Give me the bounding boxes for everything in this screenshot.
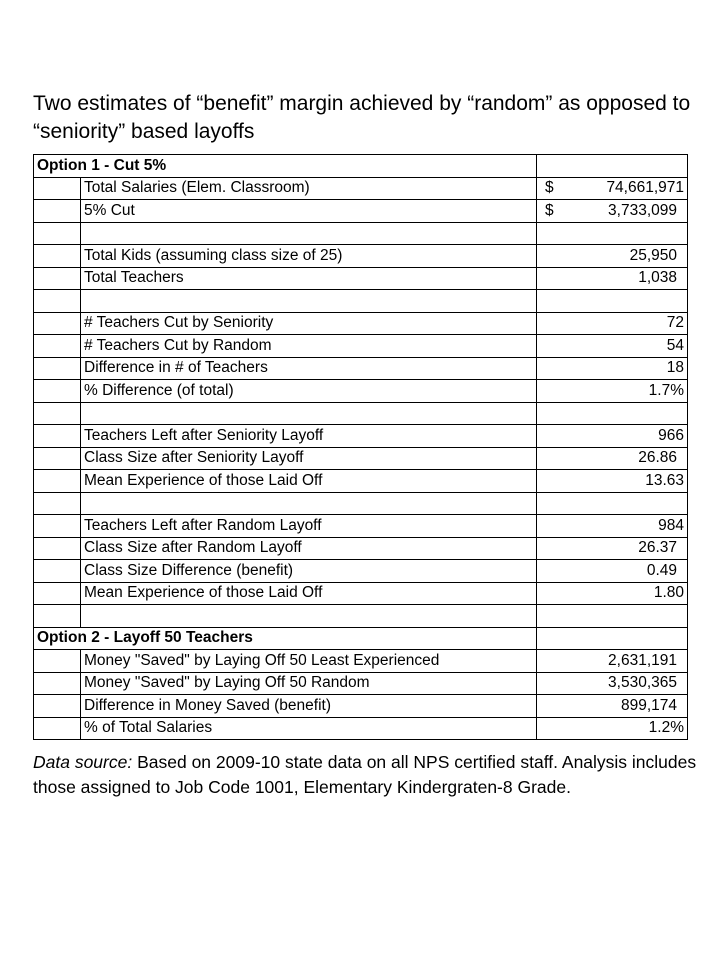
table-row [34,245,688,268]
indent-cell [34,717,81,740]
row-label: Mean Experience of those Laid Off [81,582,537,605]
row-value [537,290,688,313]
row-label: % of Total Salaries [81,717,537,740]
section-header-row [34,627,688,650]
row-value [537,560,688,583]
indent-cell [34,380,81,403]
row-value [537,380,688,403]
section-header-row [34,155,688,178]
indent-cell [34,672,81,695]
value-text: 984 [658,516,685,534]
value-text: 72 [666,314,685,332]
page-title: Two estimates of “benefit” margin achieved by “random” as opposed to “seniority” based layoffs [33,92,691,143]
indent-cell [34,357,81,380]
indent-cell [34,605,81,628]
row-label: % Difference (of total) [81,380,537,403]
row-value [537,200,688,223]
value-text: 13.63 [645,471,685,489]
row-value [537,357,688,380]
indent-cell [34,560,81,583]
row-value [537,605,688,628]
data-source-text: Based on 2009-10 state data on all NPS certified staff. Analysis includes those assigned to Job Code 1001, Elementary Kindergraten-8 Grade. [33,752,697,797]
table-row [34,447,688,470]
row-value [537,312,688,335]
table-row [34,695,688,718]
table-row [34,582,688,605]
row-value: 2,631,191 [537,650,688,673]
option1-header: Option 1 - Cut 5% [34,155,537,178]
table-row [34,672,688,695]
row-label: Total Teachers [81,267,537,290]
row-label: Total Kids (assuming class size of 25) [81,245,537,268]
indent-cell [34,447,81,470]
table-row [34,312,688,335]
indent-cell [34,492,81,515]
indent-cell [34,582,81,605]
table-row [34,357,688,380]
row-label: Teachers Left after Random Layoff [81,515,537,538]
row-label: Money "Saved" by Laying Off 50 Least Experienced [81,650,537,673]
row-label: Class Size Difference (benefit) [81,560,537,583]
table-row [34,470,688,493]
indent-cell [34,537,81,560]
indent-cell [34,515,81,538]
row-value [537,177,688,200]
value-text: 25,950 [629,246,678,264]
value-text: 26.37 [638,539,678,557]
row-label: Mean Experience of those Laid Off [81,470,537,493]
indent-cell [34,470,81,493]
currency-symbol: $ [545,201,554,219]
table-row [34,335,688,358]
row-label: Teachers Left after Seniority Layoff [81,425,537,448]
row-label [81,290,537,313]
row-label: Money "Saved" by Laying Off 50 Random [81,672,537,695]
value-text: 1.80 [653,584,685,602]
table-row [34,380,688,403]
row-value [537,582,688,605]
row-label: # Teachers Cut by Seniority [81,312,537,335]
value-text: 0.49 [646,561,678,579]
row-label: # Teachers Cut by Random [81,335,537,358]
data-source-note [33,750,703,800]
row-label: 5% Cut [81,200,537,223]
indent-cell [34,245,81,268]
row-value [537,492,688,515]
row-label [81,492,537,515]
table-row [34,222,688,245]
row-value: 899,174 [537,695,688,718]
currency-symbol: $ [545,179,554,197]
indent-cell [34,222,81,245]
indent-cell [34,290,81,313]
table-row [34,515,688,538]
value-text: 74,661,971 [606,179,685,197]
row-value [537,335,688,358]
indent-cell [34,335,81,358]
table-row [34,537,688,560]
table-row [34,425,688,448]
table-row [34,560,688,583]
row-label: Difference in Money Saved (benefit) [81,695,537,718]
row-value [537,267,688,290]
row-label: Class Size after Random Layoff [81,537,537,560]
value-text: 966 [658,426,685,444]
row-value [537,515,688,538]
row-value [537,537,688,560]
empty-cell [537,627,688,650]
option2-header: Option 2 - Layoff 50 Teachers [34,627,537,650]
table-row [34,492,688,515]
table-row [34,200,688,223]
table-row [34,605,688,628]
row-value [537,425,688,448]
layoff-table-body [34,155,688,740]
row-value [537,447,688,470]
value-text: 26.86 [638,449,678,467]
data-source-label: Data source: [33,752,133,772]
indent-cell [34,425,81,448]
indent-cell [34,402,81,425]
row-label: Total Salaries (Elem. Classroom) [81,177,537,200]
table-row [34,290,688,313]
value-text: 3,733,099 [608,201,678,219]
table-row [34,177,688,200]
row-label [81,402,537,425]
indent-cell [34,695,81,718]
empty-cell [537,155,688,178]
layoff-table [33,154,688,740]
row-label: Difference in # of Teachers [81,357,537,380]
row-label [81,222,537,245]
value-text: 1.7% [648,381,685,399]
indent-cell [34,650,81,673]
indent-cell [34,200,81,223]
indent-cell [34,267,81,290]
indent-cell [34,177,81,200]
indent-cell [34,312,81,335]
row-value [537,222,688,245]
value-text: 54 [666,336,685,354]
value-text: 1,038 [638,269,678,287]
row-value: 3,530,365 [537,672,688,695]
row-value: 1.2% [537,717,688,740]
table-row [34,267,688,290]
table-row [34,402,688,425]
row-value [537,470,688,493]
row-label [81,605,537,628]
table-row [34,717,688,740]
value-text: 18 [666,359,685,377]
row-value [537,402,688,425]
table-row [34,650,688,673]
row-value [537,245,688,268]
row-label: Class Size after Seniority Layoff [81,447,537,470]
